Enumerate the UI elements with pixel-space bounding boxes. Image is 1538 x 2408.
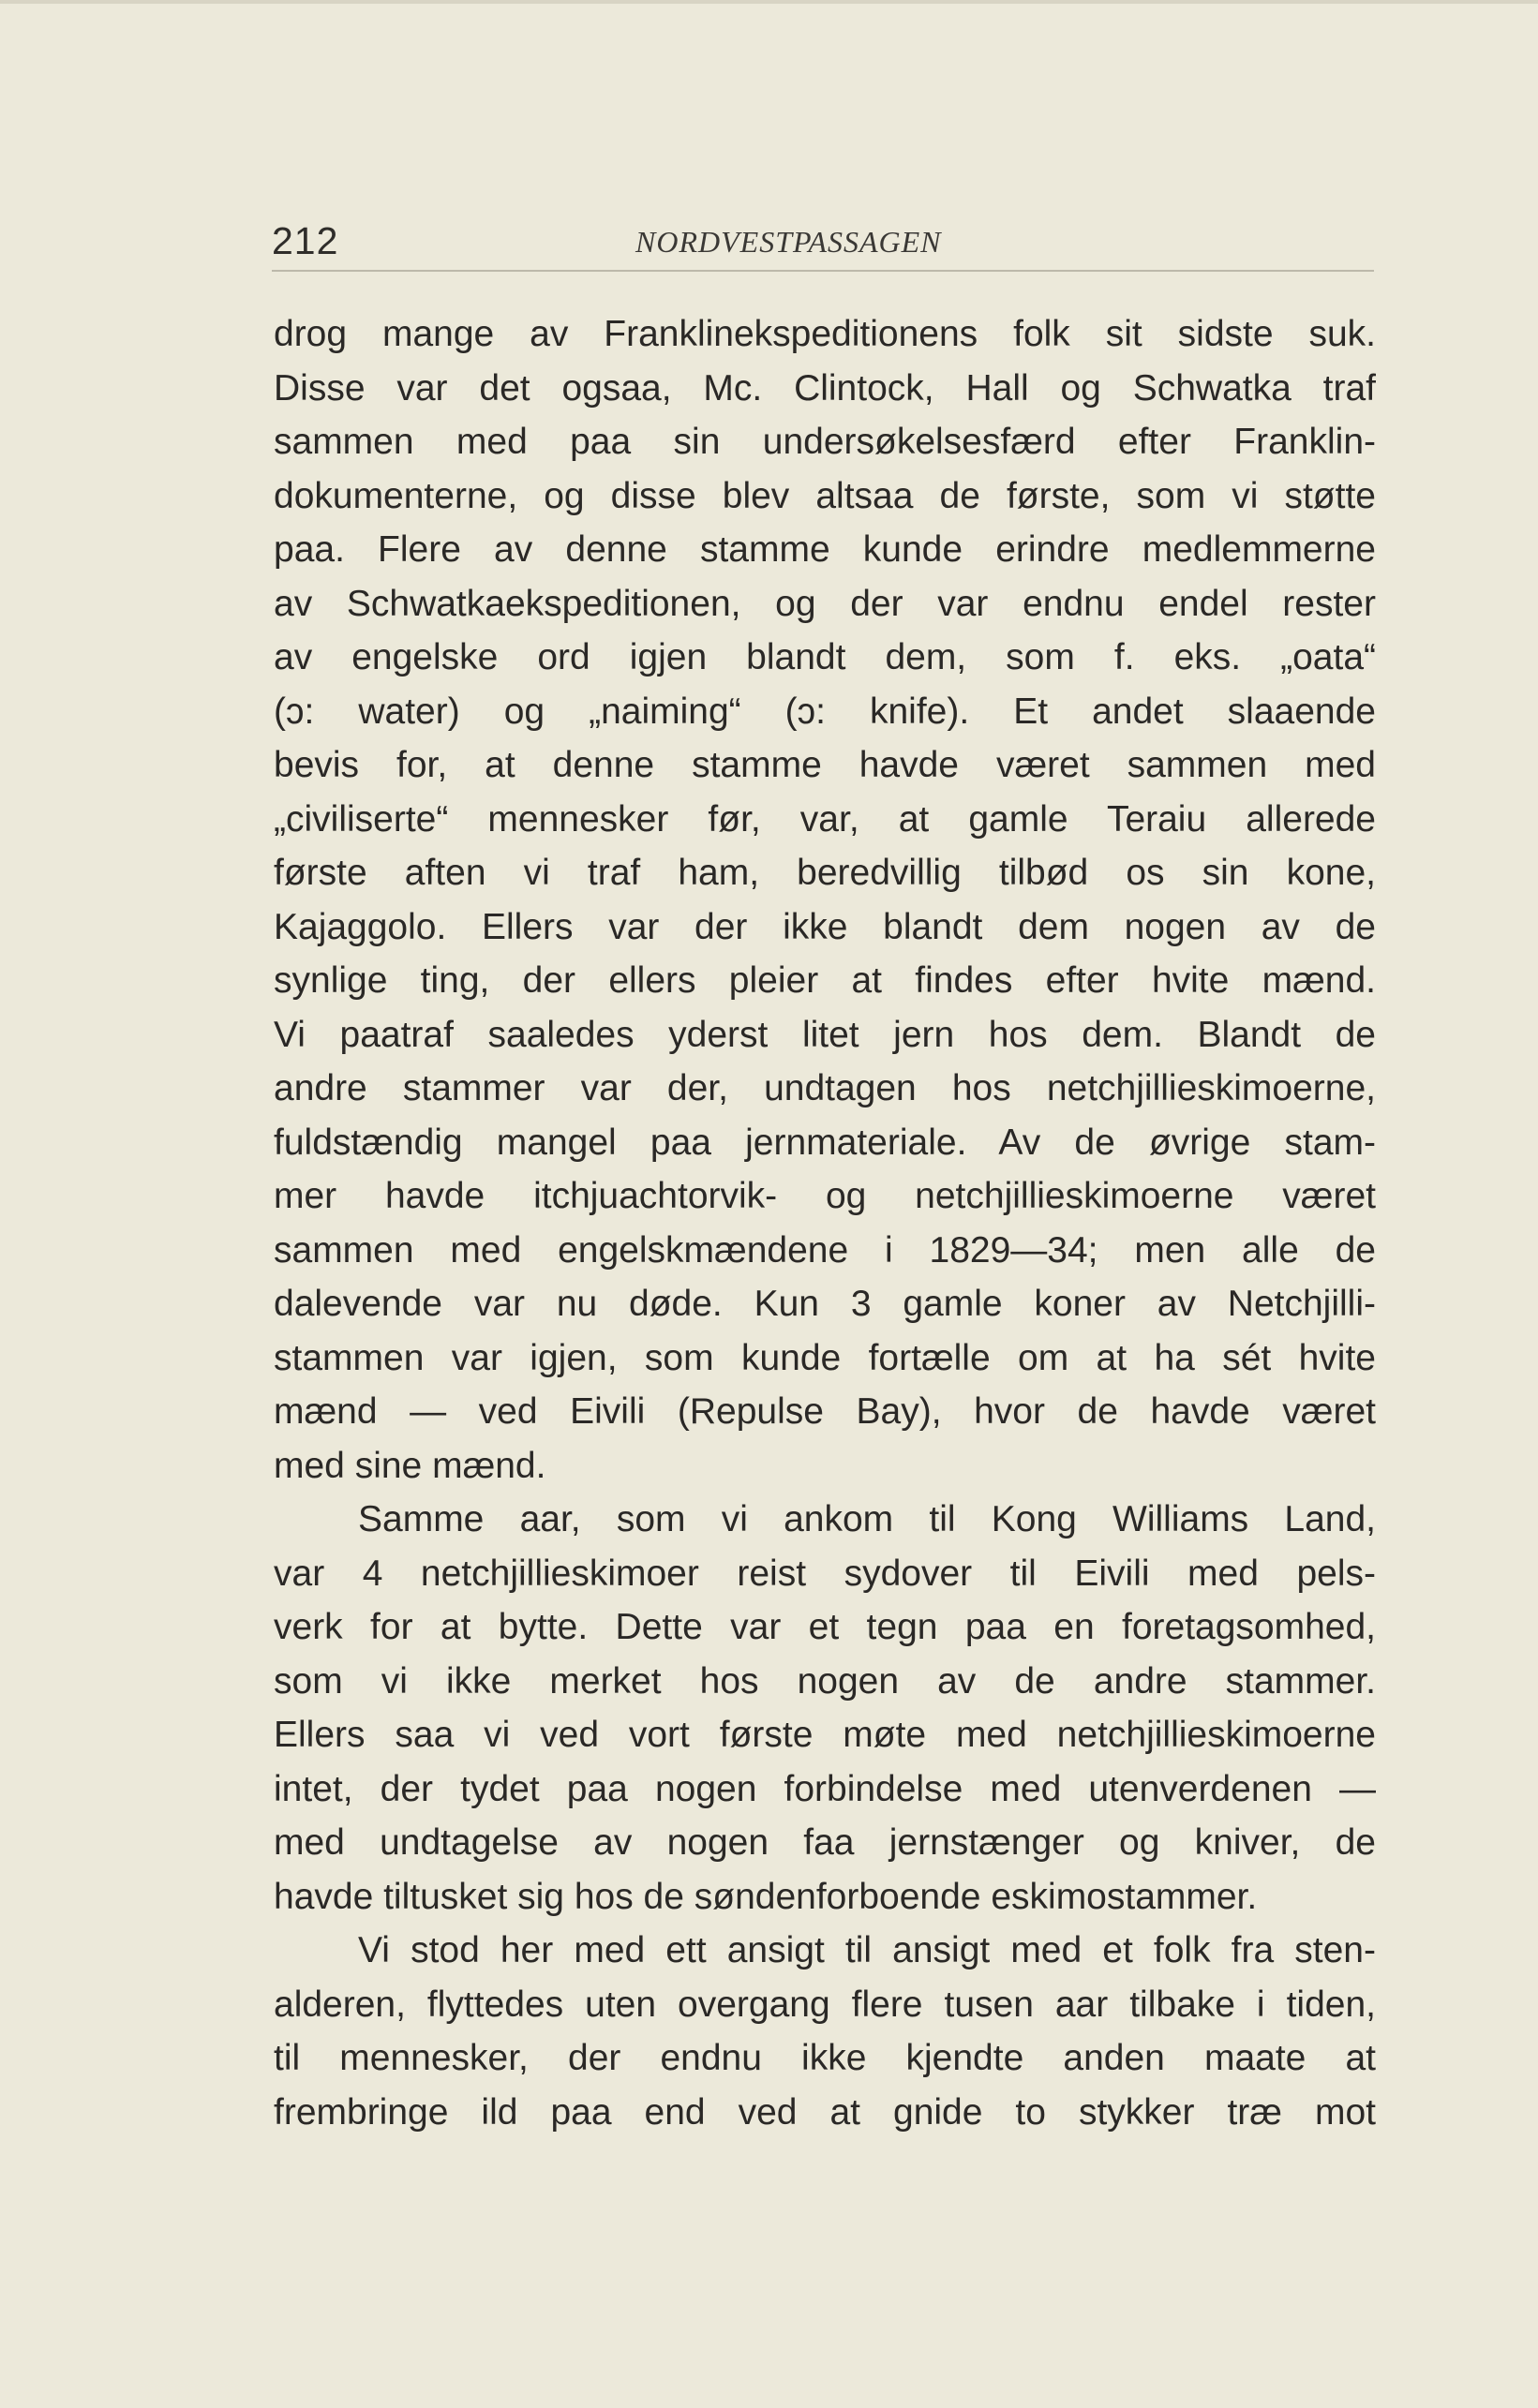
text-line: mænd — ved Eivili (Repulse Bay), hvor de havde været (274, 1391, 1376, 1432)
paragraph-1 (274, 307, 1376, 1493)
text-line: andre stammer var der, undtagen hos netchjillieskimoerne, (274, 1068, 1376, 1108)
text-line: av engelske ord igjen blandt dem, som f. eks. „oata“ (274, 637, 1376, 677)
text-line: av Schwatkaekspeditionen, og der var endnu endel rester (274, 583, 1376, 624)
text-line: frembringe ild paa end ved at gnide to stykker træ mot (274, 2091, 1376, 2133)
text-line: Vi stod her med ett ansigt til ansigt med et folk fra sten- (358, 1930, 1376, 1970)
text-line: intet, der tydet paa nogen forbindelse med utenverdenen — (274, 1768, 1376, 1809)
paragraph-3 (274, 1924, 1376, 2139)
text-line: dalevende var nu døde. Kun 3 gamle koner av Netchjilli- (274, 1284, 1376, 1324)
body-text (274, 307, 1376, 2139)
text-line: dokumenterne, og disse blev altsaa de første, som vi støtte (274, 475, 1376, 516)
text-line: verk for at bytte. Dette var et tegn paa en foretagsomhed, (274, 1607, 1376, 1647)
text-line: som vi ikke merket hos nogen av de andre stammer. (274, 1660, 1376, 1702)
page-header (272, 214, 1374, 272)
text-line: alderen, flyttedes uten overgang flere tusen aar tilbake i tiden, (274, 1984, 1376, 2025)
text-line: med sine mænd. (274, 1445, 546, 1486)
text-line: sammen med paa sin undersøkelsesfærd efter Franklin- (274, 422, 1376, 462)
text-line: sammen med engelskmændene i 1829—34; men alle de (274, 1229, 1376, 1271)
text-line: (ↄ: water) og „naiming“ (ↄ: knife). Et andet slaaende (274, 691, 1376, 732)
text-line: stammen var igjen, som kunde fortælle om at ha sét hvite (274, 1337, 1376, 1378)
text-line: første aften vi traf ham, beredvillig tilbød os sin kone, (274, 853, 1376, 893)
text-line: Kajaggolo. Ellers var der ikke blandt dem nogen av de (274, 906, 1376, 947)
text-line: „civiliserte“ mennesker før, var, at gamle Teraiu allerede (274, 798, 1376, 840)
text-line: til mennesker, der endnu ikke kjendte anden maate at (274, 2038, 1376, 2078)
page-top-edge (0, 0, 1538, 4)
page-number: 212 (272, 219, 339, 262)
text-line: bevis for, at denne stamme havde været sammen med (274, 745, 1376, 785)
text-line: Vi paatraf saaledes yderst litet jern hos dem. Blandt de (274, 1014, 1376, 1055)
text-line: fuldstændig mangel paa jernmateriale. Av de øvrige stam- (274, 1122, 1376, 1163)
text-line: mer havde itchjuachtorvik- og netchjillieskimoerne været (274, 1176, 1376, 1216)
text-line: var 4 netchjillieskimoer reist sydover til Eivili med pels- (274, 1553, 1376, 1594)
text-line: havde tiltusket sig hos de søndenforboende eskimostammer. (274, 1876, 1258, 1917)
text-line: drog mange av Franklinekspeditionens folk sit sidste suk. (274, 314, 1376, 354)
text-line: paa. Flere av denne stamme kunde erindre medlemmerne (274, 529, 1376, 570)
paragraph-2 (274, 1493, 1376, 1924)
text-line: synlige ting, der ellers pleier at findes efter hvite mænd. (274, 960, 1376, 1001)
running-title: NORDVESTPASSAGEN (635, 225, 942, 259)
text-line: med undtagelse av nogen faa jernstænger og kniver, de (274, 1822, 1376, 1863)
text-line: Ellers saa vi ved vort første møte med netchjillieskimoerne (274, 1715, 1376, 1755)
text-line: Samme aar, som vi ankom til Kong Williams Land, (358, 1499, 1376, 1539)
text-line: Disse var det ogsaa, Mc. Clintock, Hall og Schwatka traf (274, 367, 1376, 409)
